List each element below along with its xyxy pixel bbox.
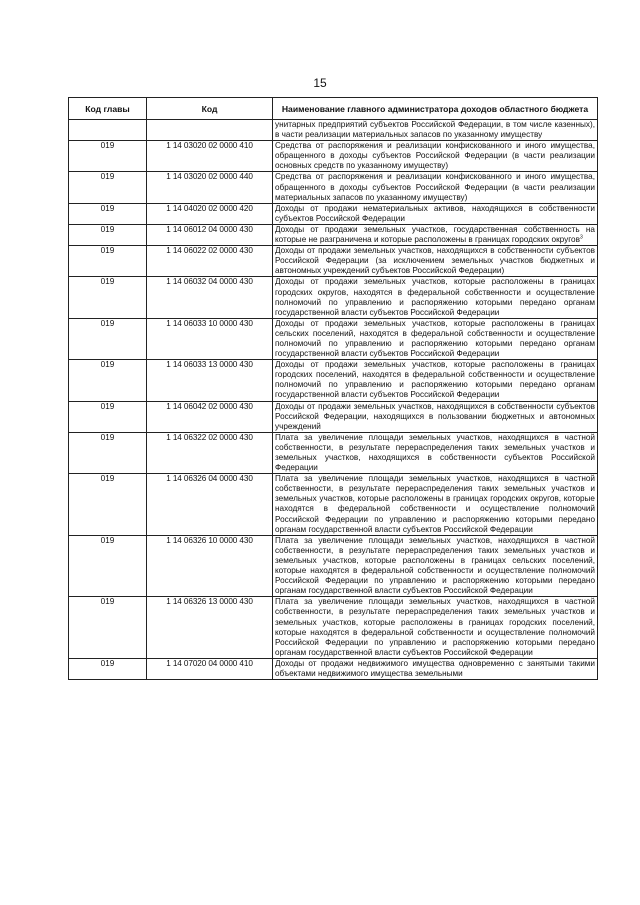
cell-name-text: Доходы от продажи земельных участков, находящихся в собственности субъектов Российской Федерации (за исключением земельных участков бюджетных и автономных учреждений субъектов Российской Федерации) bbox=[275, 246, 595, 276]
cell-name-text: Плата за увеличение площади земельных участков, находящихся в частной собственности, в результате перераспределения таких земельных участков и земельных участков, которые расположены в границах сельских поселений, которые находятся в федеральной собственности и осуществление полномочий Российской Федерации по управлению и распоряжению которыми передано органам государственной власти субъектов Российской Федерации bbox=[275, 535, 595, 596]
table-row bbox=[69, 658, 598, 679]
cell-code: 1 14 06322 02 0000 430 bbox=[147, 432, 273, 473]
header-chapter: Код главы bbox=[69, 98, 147, 120]
cell-code: 1 14 06042 02 0000 430 bbox=[147, 401, 273, 432]
table-row bbox=[69, 246, 598, 277]
table-row bbox=[69, 224, 598, 245]
table-row bbox=[69, 360, 598, 401]
cell-code: 1 14 03020 02 0000 440 bbox=[147, 172, 273, 203]
cell-name-text: Плата за увеличение площади земельных участков, находящихся в частной собственности, в результате перераспределения таких земельных участков и земельных участков, находящихся в собственности субъектов Российской Федерации bbox=[275, 432, 595, 473]
cell-chapter: 019 bbox=[69, 597, 147, 659]
cell-name bbox=[273, 141, 598, 172]
table-row bbox=[69, 141, 598, 172]
cell-name bbox=[273, 535, 598, 597]
table-row bbox=[69, 535, 598, 597]
cell-name-text: Доходы от продажи земельных участков, государственная собственность на которые не разграничена и которые расположены в границах городских округов bbox=[275, 224, 595, 245]
cell-chapter: 019 bbox=[69, 535, 147, 597]
cell-code: 1 14 06326 04 0000 430 bbox=[147, 474, 273, 536]
cell-code: 1 14 06022 02 0000 430 bbox=[147, 246, 273, 277]
page-number: 15 bbox=[313, 76, 327, 90]
revenue-administrators-table bbox=[68, 97, 598, 680]
table-row-continuation bbox=[69, 120, 598, 141]
cell-chapter: 019 bbox=[69, 246, 147, 277]
cell-name bbox=[273, 401, 598, 432]
cell-chapter: 019 bbox=[69, 172, 147, 203]
cell-name-text: Доходы от продажи земельных участков, которые расположены в границах сельских поселений, находятся в федеральной собственности и осуществление полномочий по управлению и распоряжению которыми передано органам государственной власти субъектов Российской Федерации bbox=[275, 318, 595, 359]
cell-chapter: 019 bbox=[69, 141, 147, 172]
table-row bbox=[69, 172, 598, 203]
cell-name bbox=[273, 474, 598, 536]
cell-code bbox=[147, 120, 273, 141]
cell-name-text: Доходы от продажи земельных участков, находящихся в собственности субъектов Российской Федерации, находящихся в пользовании бюджетных и автономных учреждений bbox=[275, 401, 595, 431]
cell-name-text: Плата за увеличение площади земельных участков, находящихся в частной собственности, в результате перераспределения таких земельных участков и земельных участков, которые расположены в границах городских поселений, которые находятся в федеральной собственности и осуществление полномочий Российской Федерации по управлению и распоряжению которыми передано органам государственной власти субъектов Российской Федерации bbox=[275, 597, 595, 657]
cell-chapter bbox=[69, 120, 147, 141]
cell-name-text: Доходы от продажи земельных участков, которые расположены в границах городских округов, находятся в федеральной собственности и осуществление полномочий по управлению и распоряжению которыми передано органам государственной власти субъектов Российской Федерации bbox=[275, 277, 595, 317]
table-row bbox=[69, 203, 598, 224]
cell-name bbox=[273, 224, 598, 245]
cell-name-text: Доходы от продажи недвижимого имущества одновременно с занятыми такими объектами недвижимого имущества земельными bbox=[275, 658, 595, 678]
table-row bbox=[69, 277, 598, 318]
cell-name: унитарных предприятий субъектов Российской Федерации, в том числе казенных), в части реализации материальных запасов по указанному имуществу bbox=[273, 120, 598, 141]
cell-chapter: 019 bbox=[69, 203, 147, 224]
cell-name bbox=[273, 203, 598, 224]
cell-name bbox=[273, 246, 598, 277]
table-header-row bbox=[69, 98, 598, 120]
header-code: Код bbox=[147, 98, 273, 120]
cell-code: 1 14 06326 13 0000 430 bbox=[147, 597, 273, 659]
cell-chapter: 019 bbox=[69, 224, 147, 245]
cell-code: 1 14 03020 02 0000 410 bbox=[147, 141, 273, 172]
cell-code: 1 14 06032 04 0000 430 bbox=[147, 277, 273, 318]
cell-name-text: Средства от распоряжения и реализации конфискованного и иного имущества, обращенного в доходы субъектов Российской Федерации (в части реализации материальных запасов по указанному имуществу) bbox=[275, 172, 595, 202]
cell-chapter: 019 bbox=[69, 432, 147, 473]
cell-chapter: 019 bbox=[69, 474, 147, 536]
cell-name-text: Доходы от продажи нематериальных активов, находящихся в собственности субъектов Российской Федерации bbox=[275, 203, 595, 223]
cell-name bbox=[273, 597, 598, 659]
cell-name-text: Доходы от продажи земельных участков, которые расположены в границах городских поселений, находятся в федеральной собственности и осуществление полномочий по управлению и распоряжению которыми передано органам государственной власти субъектов Российской Федерации bbox=[275, 360, 595, 400]
cell-chapter: 019 bbox=[69, 401, 147, 432]
cell-code: 1 14 06033 10 0000 430 bbox=[147, 318, 273, 359]
cell-chapter: 019 bbox=[69, 658, 147, 679]
table-row bbox=[69, 318, 598, 359]
header-name: Наименование главного администратора доходов областного бюджета bbox=[273, 98, 598, 120]
cell-code: 1 14 07020 04 0000 410 bbox=[147, 658, 273, 679]
cell-code: 1 14 06012 04 0000 430 bbox=[147, 224, 273, 245]
table-row bbox=[69, 474, 598, 536]
cell-code: 1 14 04020 02 0000 420 bbox=[147, 203, 273, 224]
cell-name-text: Средства от распоряжения и реализации конфискованного и иного имущества, обращенного в доходы субъектов Российской Федерации (в части реализации основных средств по указанному имуществу) bbox=[275, 141, 595, 171]
cell-name-text: Плата за увеличение площади земельных участков, находящихся в частной собственности, в результате перераспределения таких земельных участков и земельных участков, которые расположены в границах городских округов, которые находятся в федеральной собственности и осуществление полномочий Российской Федерации по управлению и распоряжению которыми передано органам государственной власти субъектов Российской Федерации bbox=[275, 474, 595, 534]
table-row bbox=[69, 432, 598, 473]
cell-name bbox=[273, 172, 598, 203]
cell-name bbox=[273, 658, 598, 679]
cell-name bbox=[273, 318, 598, 359]
cell-name bbox=[273, 360, 598, 401]
cell-code: 1 14 06326 10 0000 430 bbox=[147, 535, 273, 597]
cell-chapter: 019 bbox=[69, 360, 147, 401]
footnote-marker: 3 bbox=[579, 234, 583, 241]
cell-name bbox=[273, 277, 598, 318]
cell-chapter: 019 bbox=[69, 277, 147, 318]
cell-code: 1 14 06033 13 0000 430 bbox=[147, 360, 273, 401]
cell-name bbox=[273, 432, 598, 473]
cell-chapter: 019 bbox=[69, 318, 147, 359]
table-row bbox=[69, 401, 598, 432]
table-row bbox=[69, 597, 598, 659]
